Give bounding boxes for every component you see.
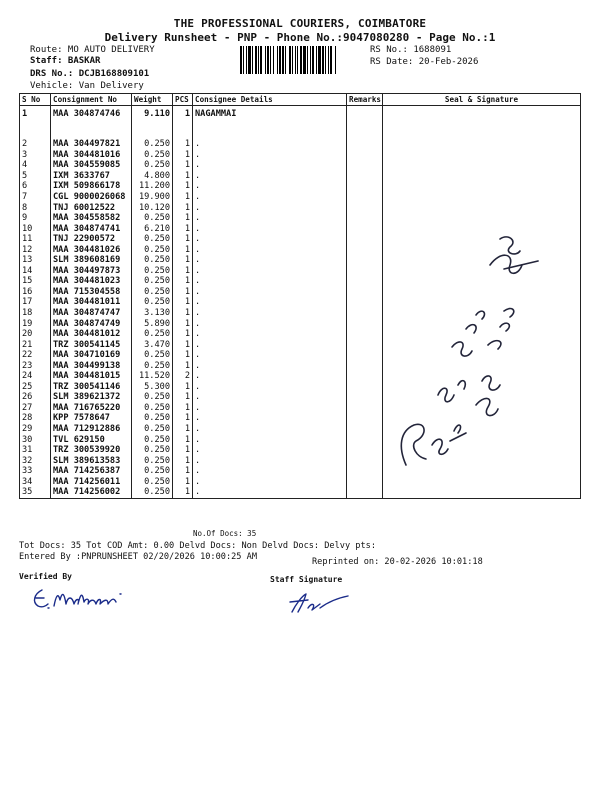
sno-cell: 16 — [20, 287, 51, 298]
consignment-cell: MAA 714256011 — [51, 477, 132, 488]
consignment-cell: MAA 304874741 — [51, 223, 132, 234]
consignee-cell: . — [193, 424, 347, 435]
weight-cell: 0.250 — [132, 329, 173, 340]
sno-cell: 27 — [20, 403, 51, 414]
runsheet-title: Delivery Runsheet - PNP - Phone No.:9047080280 - Page No.:1 — [104, 31, 496, 44]
table-row — [20, 171, 581, 182]
weight-cell: 0.250 — [132, 255, 173, 266]
weight-cell: 0.250 — [132, 160, 173, 171]
weight-cell: 4.800 — [132, 171, 173, 182]
seal-signature-cell — [383, 202, 581, 213]
weight-cell: 0.250 — [132, 413, 173, 424]
weight-cell: 0.250 — [132, 445, 173, 456]
rs-number: RS No.: 1688091 — [370, 45, 452, 55]
consignment-cell: MAA 304559085 — [51, 160, 132, 171]
sno-cell: 10 — [20, 223, 51, 234]
consignee-cell: . — [193, 403, 347, 414]
sno-cell: 33 — [20, 466, 51, 477]
consignment-cell: MAA 304497873 — [51, 266, 132, 277]
weight-cell: 3.130 — [132, 308, 173, 319]
sno-cell: 34 — [20, 477, 51, 488]
remarks-cell — [347, 287, 383, 298]
vehicle-text: Vehicle: Van Delivery — [30, 81, 144, 91]
seal-signature-cell — [383, 139, 581, 150]
barcode-image — [240, 46, 366, 74]
totals-line: Tot Docs: 35 Tot COD Amt: 0.00 Delvd Docs: Non Delvd Docs: Delvy pts: — [19, 541, 376, 551]
consignment-cell: CGL 9000026068 — [51, 192, 132, 203]
consignment-cell: TNJ 22900572 — [51, 234, 132, 245]
consignment-cell: SLM 389621372 — [51, 392, 132, 403]
consignee-cell: . — [193, 413, 347, 424]
route-text: Route: MO AUTO DELIVERY — [30, 45, 155, 55]
reprinted-on: Reprinted on: 20-02-2026 10:01:18 — [312, 557, 483, 567]
consignment-cell: KPP 7578647 — [51, 413, 132, 424]
consignee-cell: . — [193, 466, 347, 477]
sno-cell: 23 — [20, 360, 51, 371]
pcs-cell: 1 — [173, 308, 193, 319]
remarks-cell — [347, 360, 383, 371]
sno-cell: 13 — [20, 255, 51, 266]
seal-signature-cell — [383, 223, 581, 234]
staff-text: Staff: BASKAR — [30, 56, 101, 66]
col-remarks-header: Remarks — [347, 94, 383, 106]
table-row — [20, 192, 581, 203]
sno-cell: 20 — [20, 329, 51, 340]
remarks-cell — [347, 445, 383, 456]
consignee-cell: NAGAMMAI — [193, 106, 347, 140]
consignee-cell: . — [193, 223, 347, 234]
table-row — [20, 487, 581, 498]
weight-cell: 0.250 — [132, 139, 173, 150]
consignee-cell: . — [193, 477, 347, 488]
pcs-cell: 1 — [173, 266, 193, 277]
seal-signature-cell — [383, 192, 581, 203]
consignee-cell: . — [193, 287, 347, 298]
seal-signature-cell — [383, 213, 581, 224]
sno-cell: 6 — [20, 181, 51, 192]
remarks-cell — [347, 181, 383, 192]
sno-cell: 8 — [20, 202, 51, 213]
table-row — [20, 160, 581, 171]
consignment-cell: MAA 304874749 — [51, 318, 132, 329]
consignment-cell: MAA 714256387 — [51, 466, 132, 477]
consignment-cell: TRZ 300541145 — [51, 339, 132, 350]
weight-cell: 0.250 — [132, 424, 173, 435]
col-sno-header: S No — [20, 94, 51, 106]
weight-cell: 0.250 — [132, 213, 173, 224]
seal-signature-cell — [383, 150, 581, 161]
table-row — [20, 106, 581, 140]
table-row — [20, 202, 581, 213]
consignee-cell: . — [193, 139, 347, 150]
consignee-cell: . — [193, 202, 347, 213]
weight-cell: 0.250 — [132, 477, 173, 488]
weight-cell: 6.210 — [132, 223, 173, 234]
pcs-cell: 1 — [173, 160, 193, 171]
weight-cell: 3.470 — [132, 339, 173, 350]
weight-cell: 11.520 — [132, 371, 173, 382]
remarks-cell — [347, 171, 383, 182]
weight-cell: 0.250 — [132, 466, 173, 477]
weight-cell: 0.250 — [132, 244, 173, 255]
consignee-cell: . — [193, 213, 347, 224]
pcs-cell: 1 — [173, 213, 193, 224]
consignee-cell: . — [193, 308, 347, 319]
consignee-cell: . — [193, 171, 347, 182]
sno-cell: 7 — [20, 192, 51, 203]
pcs-cell: 1 — [173, 413, 193, 424]
weight-cell: 0.250 — [132, 350, 173, 361]
table-row — [20, 223, 581, 234]
pcs-cell: 1 — [173, 192, 193, 203]
sno-cell: 5 — [20, 171, 51, 182]
remarks-cell — [347, 308, 383, 319]
consignee-cell: . — [193, 297, 347, 308]
remarks-cell — [347, 139, 383, 150]
remarks-cell — [347, 213, 383, 224]
weight-cell: 0.250 — [132, 392, 173, 403]
table-row — [20, 150, 581, 161]
sno-cell: 25 — [20, 382, 51, 393]
pcs-cell: 1 — [173, 487, 193, 498]
consignee-cell: . — [193, 382, 347, 393]
weight-cell: 5.890 — [132, 318, 173, 329]
sno-cell: 14 — [20, 266, 51, 277]
consignment-cell: IXM 509866178 — [51, 181, 132, 192]
col-consignee-header: Consignee Details — [193, 94, 347, 106]
weight-cell: 0.250 — [132, 150, 173, 161]
consignment-cell: MAA 304481016 — [51, 150, 132, 161]
sno-cell: 2 — [20, 139, 51, 150]
consignment-cell: TVL 629150 — [51, 434, 132, 445]
consignee-cell: . — [193, 181, 347, 192]
weight-cell: 0.250 — [132, 455, 173, 466]
sno-cell: 17 — [20, 297, 51, 308]
sno-cell: 22 — [20, 350, 51, 361]
remarks-cell — [347, 318, 383, 329]
consignment-cell: MAA 714256002 — [51, 487, 132, 498]
consignment-cell: MAA 304481026 — [51, 244, 132, 255]
sno-cell: 35 — [20, 487, 51, 498]
weight-cell: 19.900 — [132, 192, 173, 203]
remarks-cell — [347, 487, 383, 498]
pcs-cell: 1 — [173, 392, 193, 403]
pcs-cell: 1 — [173, 360, 193, 371]
weight-cell: 11.200 — [132, 181, 173, 192]
consignee-cell: . — [193, 255, 347, 266]
table-header-row — [20, 94, 581, 106]
staff-signature-image — [286, 590, 356, 616]
sno-cell: 9 — [20, 213, 51, 224]
sno-cell: 30 — [20, 434, 51, 445]
consignment-cell: TNJ 60012522 — [51, 202, 132, 213]
pcs-cell: 1 — [173, 202, 193, 213]
rs-date: RS Date: 20-Feb-2026 — [370, 57, 479, 67]
weight-cell: 9.110 — [132, 106, 173, 140]
sno-cell: 29 — [20, 424, 51, 435]
sno-cell: 12 — [20, 244, 51, 255]
verifier-signature-image — [28, 584, 138, 616]
remarks-cell — [347, 276, 383, 287]
sno-cell: 11 — [20, 234, 51, 245]
remarks-cell — [347, 266, 383, 277]
pcs-cell: 1 — [173, 350, 193, 361]
pcs-cell: 1 — [173, 255, 193, 266]
consignment-cell: MAA 304481011 — [51, 297, 132, 308]
sno-cell: 26 — [20, 392, 51, 403]
pcs-cell: 1 — [173, 106, 193, 140]
consignee-cell: . — [193, 266, 347, 277]
remarks-cell — [347, 466, 383, 477]
remarks-cell — [347, 403, 383, 414]
remarks-cell — [347, 160, 383, 171]
consignment-cell: TRZ 300541146 — [51, 382, 132, 393]
consignee-cell: . — [193, 339, 347, 350]
consignment-cell: MAA 304874746 — [51, 106, 132, 140]
consignee-cell: . — [193, 434, 347, 445]
sno-cell: 3 — [20, 150, 51, 161]
consignee-cell: . — [193, 487, 347, 498]
sno-cell: 24 — [20, 371, 51, 382]
pcs-cell: 1 — [173, 223, 193, 234]
weight-cell: 0.250 — [132, 487, 173, 498]
sno-cell: 31 — [20, 445, 51, 456]
consignee-cell: . — [193, 192, 347, 203]
weight-cell: 0.250 — [132, 234, 173, 245]
consignee-cell: . — [193, 392, 347, 403]
consignment-cell: MAA 304481012 — [51, 329, 132, 340]
pcs-cell: 1 — [173, 276, 193, 287]
consignee-cell: . — [193, 445, 347, 456]
sno-cell: 19 — [20, 318, 51, 329]
pcs-cell: 1 — [173, 318, 193, 329]
verified-by-label: Verified By — [19, 572, 72, 581]
remarks-cell — [347, 382, 383, 393]
col-weight-header: Weight — [132, 94, 173, 106]
pcs-cell: 1 — [173, 466, 193, 477]
consignee-cell: . — [193, 150, 347, 161]
weight-cell: 0.250 — [132, 297, 173, 308]
pcs-cell: 1 — [173, 297, 193, 308]
pcs-cell: 1 — [173, 477, 193, 488]
col-consignment-header: Consignment No — [51, 94, 132, 106]
seal-signature-cell — [383, 487, 581, 498]
seal-signature-cell — [383, 477, 581, 488]
remarks-cell — [347, 297, 383, 308]
sno-cell: 15 — [20, 276, 51, 287]
consignee-cell: . — [193, 244, 347, 255]
remarks-cell — [347, 371, 383, 382]
consignment-cell: MAA 716765220 — [51, 403, 132, 414]
consignee-cell: . — [193, 329, 347, 340]
sno-cell: 21 — [20, 339, 51, 350]
table-row — [20, 181, 581, 192]
remarks-cell — [347, 106, 383, 140]
weight-cell: 0.250 — [132, 434, 173, 445]
receiver-signature-image — [392, 235, 542, 475]
consignment-cell: MAA 304874747 — [51, 308, 132, 319]
weight-cell: 5.300 — [132, 382, 173, 393]
consignee-cell: . — [193, 455, 347, 466]
drs-number: DRS No.: DCJB168809101 — [30, 69, 150, 79]
remarks-cell — [347, 244, 383, 255]
remarks-cell — [347, 255, 383, 266]
consignment-cell: MAA 304497821 — [51, 139, 132, 150]
consignee-cell: . — [193, 276, 347, 287]
consignment-cell: IXM 3633767 — [51, 171, 132, 182]
pcs-cell: 1 — [173, 234, 193, 245]
remarks-cell — [347, 150, 383, 161]
pcs-cell: 2 — [173, 371, 193, 382]
consignee-cell: . — [193, 160, 347, 171]
consignment-cell: MAA 304481023 — [51, 276, 132, 287]
table-row — [20, 139, 581, 150]
table-row — [20, 213, 581, 224]
weight-cell: 0.250 — [132, 360, 173, 371]
seal-signature-cell — [383, 106, 581, 140]
remarks-cell — [347, 202, 383, 213]
pcs-cell: 1 — [173, 171, 193, 182]
pcs-cell: 1 — [173, 139, 193, 150]
company-title: THE PROFESSIONAL COURIERS, COIMBATORE — [173, 17, 427, 30]
remarks-cell — [347, 424, 383, 435]
remarks-cell — [347, 192, 383, 203]
pcs-cell: 1 — [173, 424, 193, 435]
consignee-cell: . — [193, 234, 347, 245]
weight-cell: 0.250 — [132, 287, 173, 298]
remarks-cell — [347, 234, 383, 245]
consignee-cell: . — [193, 350, 347, 361]
remarks-cell — [347, 477, 383, 488]
col-seal-header: Seal & Signature — [383, 94, 581, 106]
consignment-cell: TRZ 300539920 — [51, 445, 132, 456]
consignment-cell: MAA 715304558 — [51, 287, 132, 298]
weight-cell: 0.250 — [132, 266, 173, 277]
pcs-cell: 1 — [173, 150, 193, 161]
pcs-cell: 1 — [173, 445, 193, 456]
remarks-cell — [347, 350, 383, 361]
consignee-cell: . — [193, 371, 347, 382]
remarks-cell — [347, 434, 383, 445]
sno-cell: 1 — [20, 106, 51, 140]
sno-cell: 18 — [20, 308, 51, 319]
remarks-cell — [347, 413, 383, 424]
seal-signature-cell — [383, 160, 581, 171]
col-pcs-header: PCS — [173, 94, 193, 106]
pcs-cell: 1 — [173, 287, 193, 298]
pcs-cell: 1 — [173, 329, 193, 340]
seal-signature-cell — [383, 171, 581, 182]
consignment-cell: MAA 304481015 — [51, 371, 132, 382]
consignment-cell: SLM 389608169 — [51, 255, 132, 266]
consignment-cell: MAA 304558582 — [51, 213, 132, 224]
staff-signature-label: Staff Signature — [270, 575, 343, 584]
remarks-cell — [347, 455, 383, 466]
remarks-cell — [347, 223, 383, 234]
sno-cell: 28 — [20, 413, 51, 424]
pcs-cell: 1 — [173, 403, 193, 414]
pcs-cell: 1 — [173, 434, 193, 445]
consignment-cell: MAA 304499138 — [51, 360, 132, 371]
table-row — [20, 477, 581, 488]
consignment-cell: SLM 389613583 — [51, 455, 132, 466]
consignee-cell: . — [193, 318, 347, 329]
entered-by: Entered By :PNPRUNSHEET 02/20/2026 10:00:25 AM — [19, 552, 257, 562]
remarks-cell — [347, 392, 383, 403]
pcs-cell: 1 — [173, 455, 193, 466]
consignment-cell: MAA 304710169 — [51, 350, 132, 361]
weight-cell: 0.250 — [132, 276, 173, 287]
consignment-cell: MAA 712912886 — [51, 424, 132, 435]
remarks-cell — [347, 339, 383, 350]
weight-cell: 0.250 — [132, 403, 173, 414]
pcs-cell: 1 — [173, 244, 193, 255]
seal-signature-cell — [383, 181, 581, 192]
no-of-docs: No.Of Docs: 35 — [193, 529, 257, 538]
remarks-cell — [347, 329, 383, 340]
weight-cell: 10.120 — [132, 202, 173, 213]
pcs-cell: 1 — [173, 181, 193, 192]
pcs-cell: 1 — [173, 339, 193, 350]
pcs-cell: 1 — [173, 382, 193, 393]
sno-cell: 32 — [20, 455, 51, 466]
sno-cell: 4 — [20, 160, 51, 171]
consignee-cell: . — [193, 360, 347, 371]
